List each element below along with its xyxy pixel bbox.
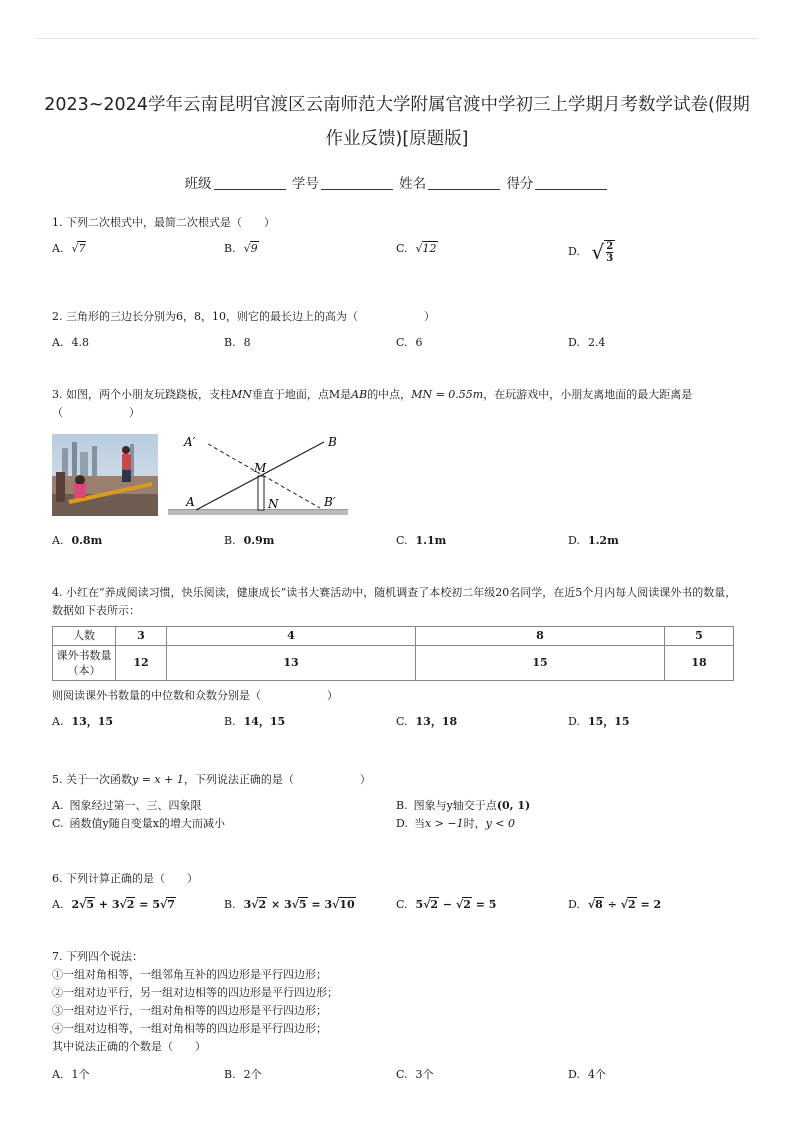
question-stem: 小红在“养成阅读习惯，快乐阅读，健康成长”读书大赛活动中，随机调查了本校初二年级20名同学，在近5个月内每人阅读课外书的数量，数据如下表所示： — [52, 586, 737, 617]
question-5: 5. 关于一次函数y = x + 1，下列说法正确的是（ ） A. 图象经过第一、三、四象限 B. 图象与y轴交于点(0, 1) C. 函数值y随自变量x的增大而减小 D. 当x > −1时，y < 0 — [52, 771, 742, 837]
label-a: A — [186, 495, 195, 509]
options — [52, 532, 742, 554]
ground-hatch — [168, 510, 348, 515]
option-b[interactable]: B. 8 — [224, 336, 251, 349]
fraction: $\frac{2}{3}$ — [606, 241, 614, 264]
label-b-prime: B′ — [324, 495, 336, 509]
option-d[interactable]: D. √ $\frac{2}{3}$ — [568, 240, 614, 264]
table-row — [53, 627, 734, 646]
id-blank[interactable] — [321, 177, 393, 190]
table-cell: 4 — [167, 627, 416, 646]
name-label: 姓名 — [399, 176, 427, 192]
label-m: M — [254, 461, 267, 475]
question-number: 1. — [52, 216, 63, 229]
question-2 — [52, 308, 742, 356]
statement-2: ②一组对边平行，另一组对边相等的四边形是平行四边形； — [52, 986, 338, 999]
question-number: 5. — [52, 773, 63, 786]
option-d[interactable]: D. 当x > −1时，y < 0 — [396, 817, 516, 830]
table-cell: 18 — [665, 646, 734, 681]
radical-sign: √ — [591, 240, 605, 264]
reading-data-table — [52, 626, 734, 681]
question-prompt: 则阅读课外书数量的中位数和众数分别是（ ） — [52, 689, 338, 702]
seesaw-diagram — [168, 434, 354, 518]
id-label: 学号 — [291, 176, 319, 192]
question-number: 2. — [52, 310, 63, 323]
options — [52, 797, 742, 837]
question-stem: 下列计算正确的是（ ） — [66, 872, 198, 885]
label-n: N — [268, 497, 279, 511]
option-a[interactable]: A. 13，15 — [52, 715, 114, 728]
name-blank[interactable] — [428, 177, 500, 190]
statement-3: ③一组对边平行，一组对角相等的四边形是平行四边形； — [52, 1004, 327, 1017]
option-c[interactable]: C. 5√2 − √2 = 5 — [396, 898, 497, 911]
option-b[interactable]: B. √9 — [224, 242, 258, 255]
table-cell: 13 — [167, 646, 416, 681]
option-c[interactable]: C. √12 — [396, 242, 437, 255]
question-stem: 三角形的三边长分别为6，8，10，则它的最长边上的高为（ ） — [66, 310, 435, 323]
question-number: 4. — [52, 586, 63, 599]
photo-illustration — [52, 434, 158, 516]
seesaw-photo — [52, 434, 158, 516]
options — [52, 1066, 742, 1088]
option-c[interactable]: C. 6 — [396, 336, 423, 349]
option-a[interactable]: A. 1个 — [52, 1068, 90, 1081]
pillar-mn — [258, 476, 264, 510]
option-b[interactable]: B. 2个 — [224, 1068, 262, 1081]
options — [52, 240, 742, 270]
question-4 — [52, 584, 742, 735]
option-c[interactable]: C. 1.1m — [396, 534, 447, 547]
option-b[interactable]: B. 3√2 × 3√5 = 3√10 — [224, 898, 355, 911]
question-prompt: 其中说法正确的个数是（ ） — [52, 1040, 206, 1053]
option-a[interactable]: A. 4.8 — [52, 336, 89, 349]
option-c[interactable]: C. 3个 — [396, 1068, 434, 1081]
option-d[interactable]: D. 4个 — [568, 1068, 606, 1081]
option-a[interactable]: A. √7 — [52, 242, 86, 255]
option-d[interactable]: D. 2.4 — [568, 336, 606, 349]
question-7 — [52, 948, 742, 1088]
question-number: 3. — [52, 388, 63, 401]
statement-1: ①一组对角相等，一组邻角互补的四边形是平行四边形； — [52, 968, 327, 981]
question-stem: 下列四个说法： — [66, 950, 143, 963]
table-header-cell: 人数 — [53, 627, 116, 646]
option-a[interactable]: A. 图象经过第一、三、四象限 — [52, 799, 202, 812]
label-b: B — [328, 435, 337, 449]
question-stem: 下列二次根式中，最简二次根式是（ ） — [66, 216, 275, 229]
score-blank[interactable] — [535, 177, 607, 190]
page-title: 2023~2024学年云南昆明官渡区云南师范大学附属官渡中学初三上学期月考数学试卷(假期作业反馈)[原题版] — [44, 95, 750, 149]
table-row — [53, 646, 734, 681]
option-d[interactable]: D. 15，15 — [568, 715, 630, 728]
options — [52, 896, 742, 918]
question-6 — [52, 870, 742, 918]
table-header-cell: 课外书数量 （本） — [53, 646, 116, 681]
label-a-prime: A′ — [184, 435, 196, 449]
student-info-line — [0, 172, 794, 192]
option-b[interactable]: B. 0.9m — [224, 534, 275, 547]
table-cell: 5 — [665, 627, 734, 646]
question-1 — [52, 214, 742, 270]
option-c[interactable]: C. 13，18 — [396, 715, 458, 728]
statement-4: ④一组对边相等，一组对角相等的四边形是平行四边形； — [52, 1022, 327, 1035]
question-3: 3. 如图，两个小朋友玩跷跷板，支柱MN垂直于地面，点M是AB的中点，MN = 0.55m，在玩游戏中，小朋友离地面的最大距离是（ ） A′ B M A N B′ A. 0.8m B. 0.9m C. 1.1m D. 1.2m — [52, 386, 742, 554]
class-blank[interactable] — [214, 177, 286, 190]
option-d[interactable]: D. √8 ÷ √2 = 2 — [568, 898, 662, 911]
options — [52, 713, 742, 735]
header-rule — [36, 38, 758, 39]
option-b[interactable]: B. 图象与y轴交于点(0, 1) — [396, 799, 531, 812]
options — [52, 334, 742, 356]
question-number: 6. — [52, 872, 63, 885]
option-d[interactable]: D. 1.2m — [568, 534, 619, 547]
figure-area — [52, 434, 742, 520]
question-number: 7. — [52, 950, 63, 963]
option-a[interactable]: A. 0.8m — [52, 534, 103, 547]
score-label: 得分 — [506, 176, 534, 192]
option-a[interactable]: A. 2√5 + 3√2 = 5√7 — [52, 898, 175, 911]
table-cell: 3 — [116, 627, 167, 646]
table-cell: 15 — [416, 646, 665, 681]
option-b[interactable]: B. 14，15 — [224, 715, 286, 728]
class-label: 班级 — [184, 176, 212, 192]
table-cell: 8 — [416, 627, 665, 646]
option-c[interactable]: C. 函数值y随自变量x的增大而减小 — [52, 817, 225, 830]
table-cell: 12 — [116, 646, 167, 681]
